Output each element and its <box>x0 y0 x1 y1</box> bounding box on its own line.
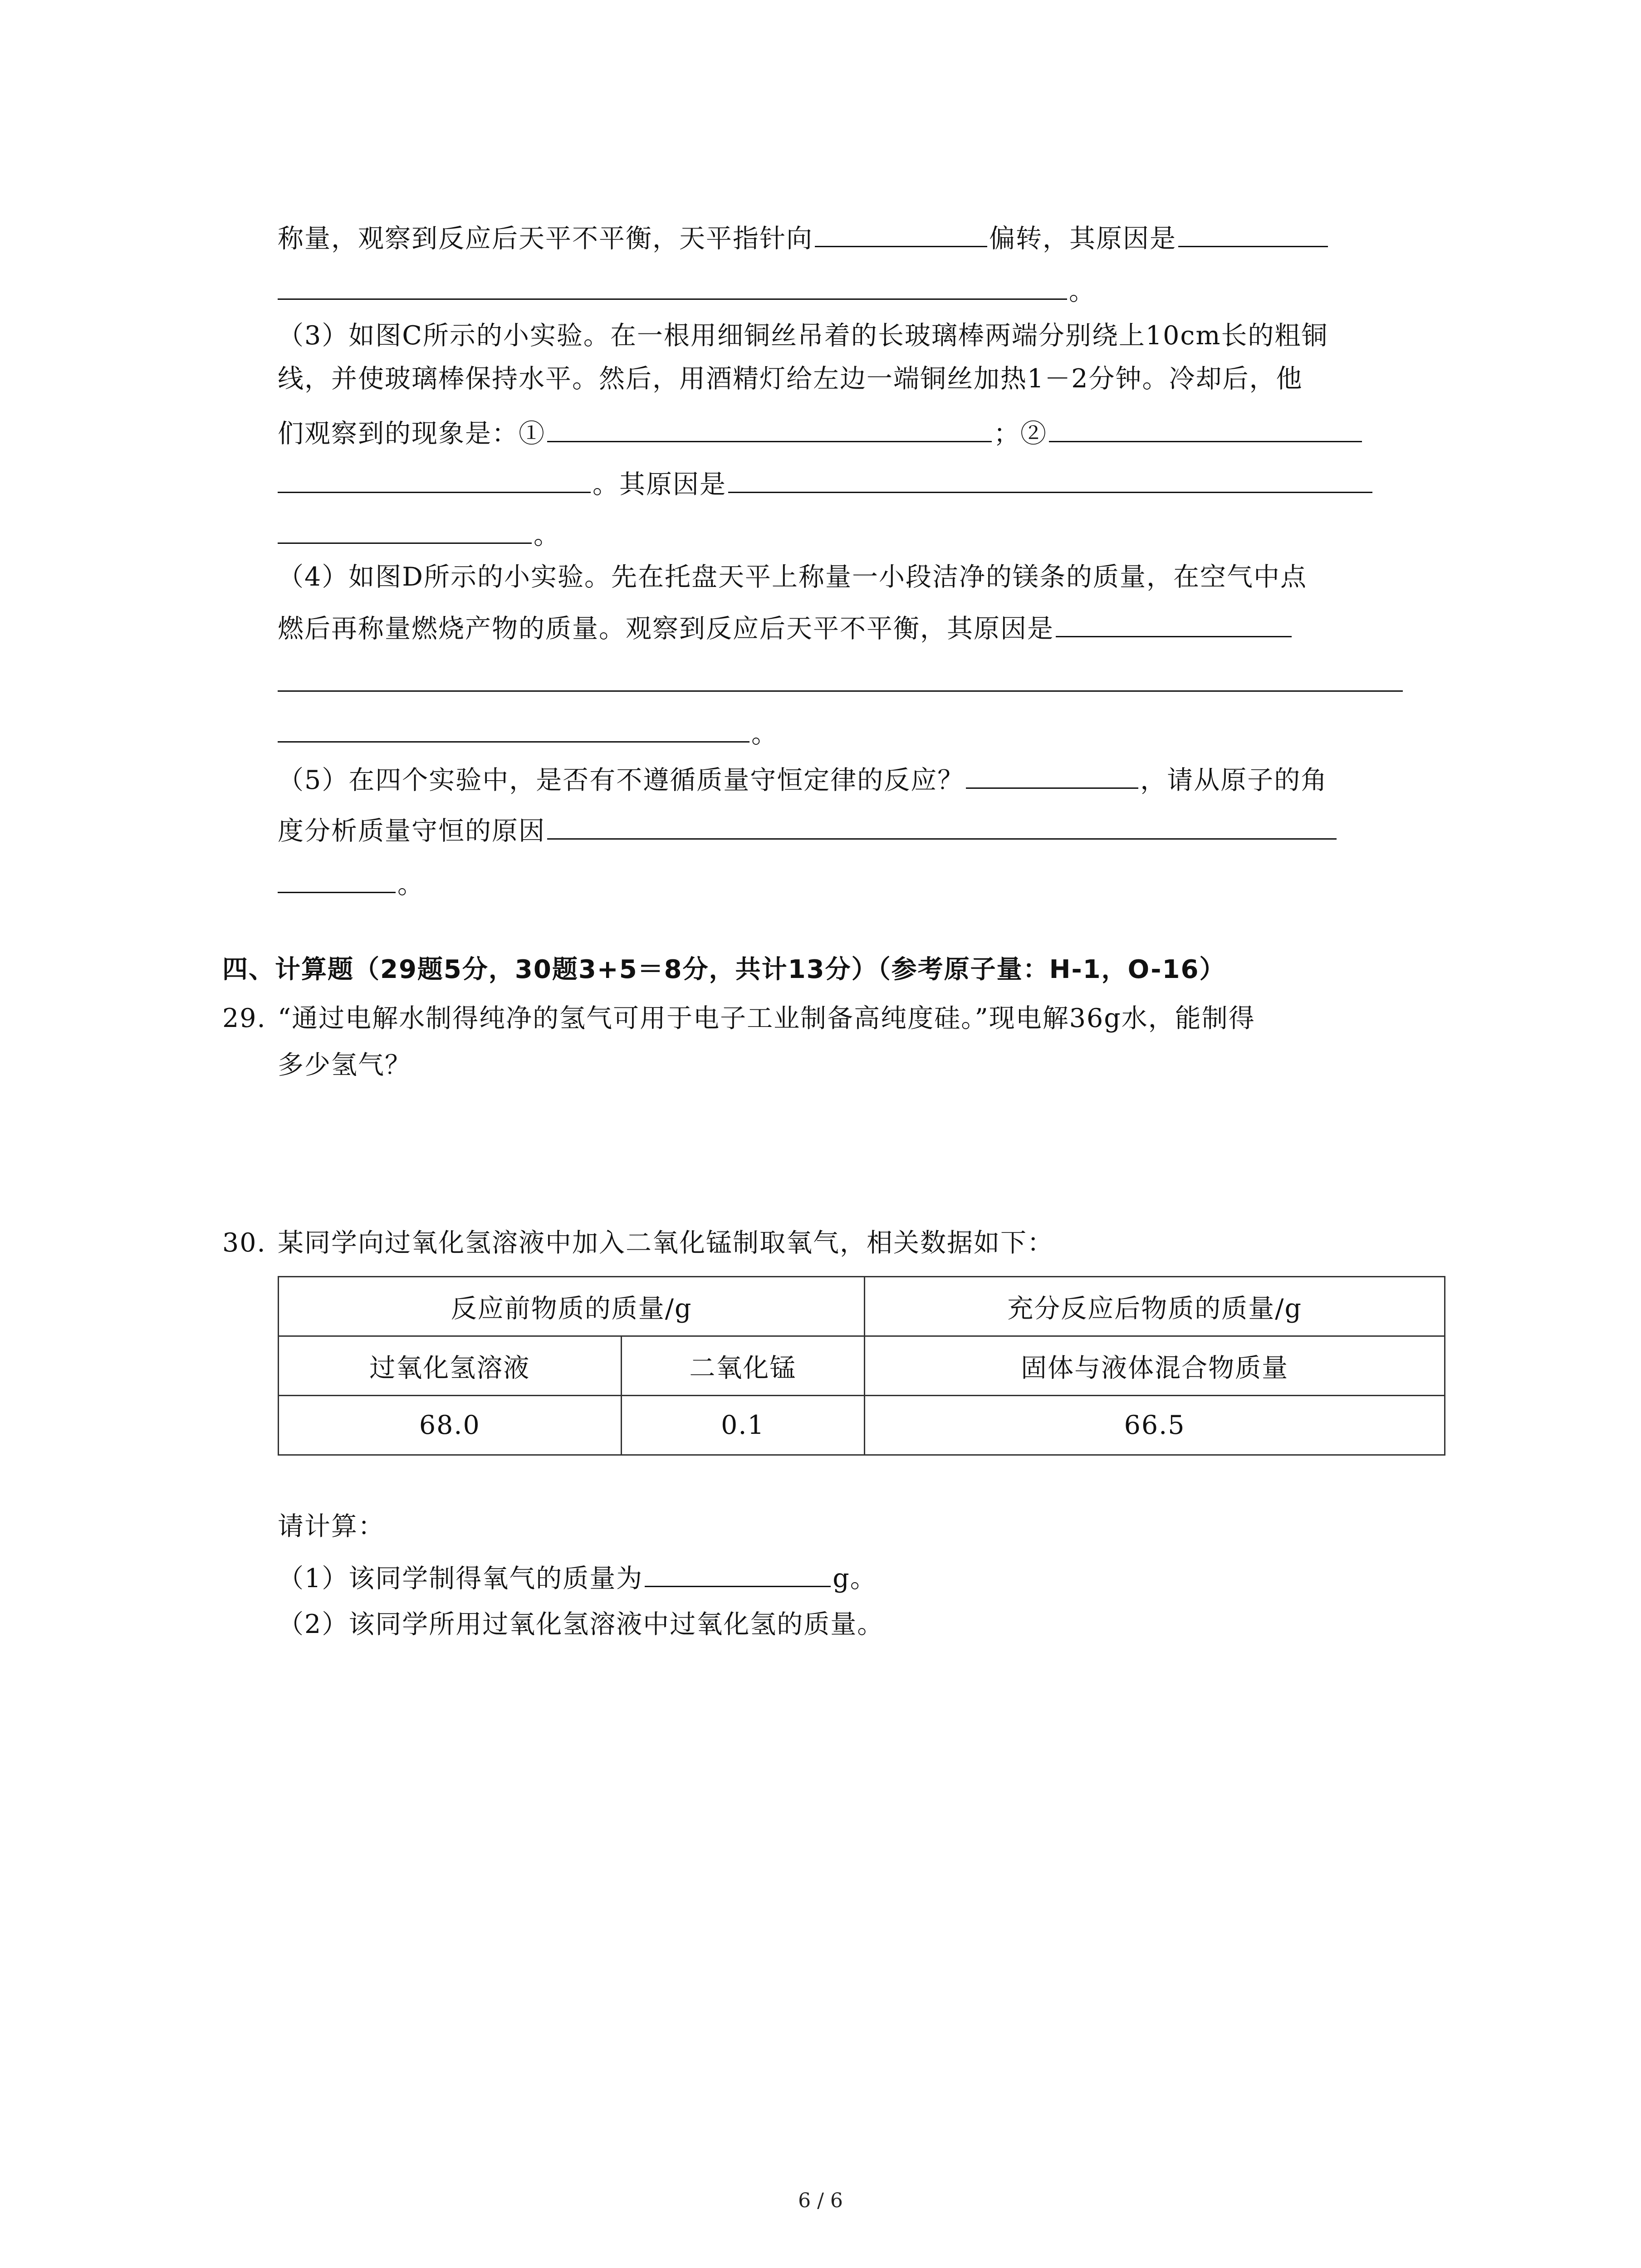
q5-line-3 <box>278 865 424 903</box>
table-cell: 过氧化氢溶液 <box>279 1336 622 1396</box>
q3-text-3b: ；② <box>994 419 1047 449</box>
q30-intro-text: 某同学向过氧化氢溶液中加入二氧化锰制取氧气，相关数据如下： <box>278 1228 1054 1258</box>
table-cell: 0.1 <box>621 1396 865 1455</box>
q30-ask-text: 请计算： <box>278 1511 385 1541</box>
q3-line-4 <box>278 464 1374 503</box>
answer-blank[interactable] <box>815 219 987 247</box>
question-number: 30. <box>222 1228 266 1258</box>
q29-text-2: 多少氢气？ <box>278 1050 411 1080</box>
answer-blank[interactable] <box>278 515 532 544</box>
table-header-before: 反应前物质的质量/g <box>279 1277 865 1336</box>
period: 。 <box>397 870 424 899</box>
data-table <box>278 1276 1445 1456</box>
answer-blank[interactable] <box>1178 219 1328 247</box>
answer-blank[interactable] <box>278 663 1403 692</box>
answer-blank[interactable] <box>1049 414 1362 442</box>
table-cell: 68.0 <box>279 1396 622 1455</box>
q2-text-a: 称量，观察到反应后天平不平衡，天平指针向 <box>278 224 813 254</box>
period: 。 <box>534 520 560 550</box>
table-header-after: 充分反应后物质的质量/g <box>865 1277 1445 1336</box>
q3-text-2: 线，并使玻璃棒保持水平。然后，用酒精灯给左边一端铜丝加热1－2分钟。冷却后，他 <box>278 364 1303 394</box>
q3-text-4: 。其原因是 <box>593 469 726 499</box>
q3-line-2 <box>278 361 1303 397</box>
answer-blank[interactable] <box>547 414 992 442</box>
period: 。 <box>751 719 778 749</box>
answer-blank[interactable] <box>966 760 1138 789</box>
q3-text-1: （3）如图C所示的小实验。在一根用细铜丝吊着的长玻璃棒两端分别绕上10cm长的粗铜 <box>278 321 1328 351</box>
answer-blank[interactable] <box>645 1559 831 1587</box>
table-cell: 66.5 <box>865 1396 1445 1455</box>
q30-intro <box>222 1225 1054 1261</box>
q30-ask <box>278 1508 385 1545</box>
q5-line-2 <box>278 811 1338 849</box>
q30-part-2-text: （2）该同学所用过氧化氢溶液中过氧化氢的质量。 <box>278 1609 884 1639</box>
page-number: 6 / 6 <box>798 2189 843 2212</box>
q30-part-1-unit: g。 <box>833 1564 877 1593</box>
answer-blank[interactable] <box>728 464 1372 493</box>
q5-text-2: 度分析质量守恒的原因 <box>278 816 545 846</box>
answer-blank[interactable] <box>278 714 749 743</box>
answer-blank[interactable] <box>278 464 591 493</box>
q30-part-2 <box>278 1606 884 1642</box>
table-row <box>279 1336 1445 1396</box>
q4-line-3 <box>278 663 1405 701</box>
q4-line-2 <box>278 609 1293 647</box>
answer-blank[interactable] <box>1056 609 1292 637</box>
q4-line-4 <box>278 714 778 752</box>
answer-blank[interactable] <box>547 811 1337 840</box>
q5-text-1b: ，请从原子的角 <box>1140 765 1328 795</box>
q3-line-1 <box>278 318 1328 354</box>
q29-line-2 <box>278 1047 411 1083</box>
q3-line-3 <box>278 414 1364 452</box>
q2-line <box>278 219 1330 257</box>
q5-line-1 <box>278 760 1327 798</box>
table-cell: 固体与液体混合物质量 <box>865 1336 1445 1396</box>
table-cell: 二氧化锰 <box>621 1336 865 1396</box>
q29-text-1: “通过电解水制得纯净的氢气可用于电子工业制备高纯度硅。”现电解36g水，能制得 <box>278 1003 1255 1033</box>
q2-text-b: 偏转，其原因是 <box>989 224 1176 254</box>
q3-text-3a: 们观察到的现象是：① <box>278 419 545 449</box>
answer-blank[interactable] <box>278 865 396 893</box>
section-heading-text: 四、计算题（29题5分，30题3+5＝8分，共计13分）（参考原子量：H-1，O-16） <box>222 955 1226 984</box>
table-row <box>279 1277 1445 1336</box>
q2-line-end <box>278 271 1096 309</box>
period: 。 <box>1069 276 1096 306</box>
q30-part-1-text: （1）该同学制得氧气的质量为 <box>278 1564 643 1593</box>
q4-text-1: （4）如图D所示的小实验。先在托盘天平上称量一小段洁净的镁条的质量，在空气中点 <box>278 562 1307 592</box>
answer-blank[interactable] <box>278 271 1067 300</box>
q5-text-1a: （5）在四个实验中，是否有不遵循质量守恒定律的反应？ <box>278 765 965 795</box>
table-row <box>279 1396 1445 1455</box>
q30-part-1 <box>278 1559 877 1597</box>
q4-line-1 <box>278 559 1307 595</box>
q29-line-1 <box>222 1000 1255 1036</box>
q4-text-2: 燃后再称量燃烧产物的质量。观察到反应后天平不平衡，其原因是 <box>278 614 1054 644</box>
question-number: 29. <box>222 1003 266 1033</box>
q3-line-5 <box>278 515 560 553</box>
section-heading <box>222 952 1225 988</box>
